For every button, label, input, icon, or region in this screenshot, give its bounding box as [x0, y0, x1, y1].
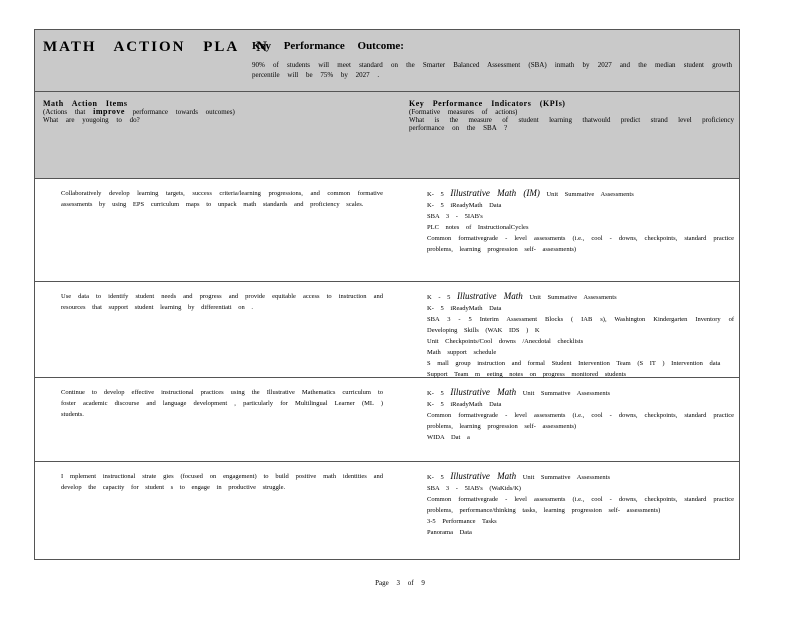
- kpi-text: SBA 3 - 5IAB's: [427, 213, 483, 220]
- kpi-item: [409, 399, 734, 410]
- kpi-text: K- 5 iReadyMath Data: [427, 401, 502, 408]
- action-items-question: What are yougoing to do?: [43, 116, 140, 124]
- action-item-text: I mplement instructional strate gies (focused on engagement) to build positive math identities and develop the capacity for student s to engage in productive struggle.: [61, 473, 383, 491]
- kpi-text: S mall group instruction and formal Student Intervention Team (S IT ) Intervention data: [427, 360, 721, 367]
- column-header-row: [35, 92, 739, 179]
- kpi-list: [409, 188, 734, 255]
- kpi-curriculum-name: Illustrative Math (IM): [450, 188, 540, 198]
- kpi-item: [409, 303, 734, 314]
- title-row: [35, 30, 739, 92]
- kpi-item: [409, 410, 734, 432]
- action-items-header: [43, 100, 383, 124]
- kpi-item: [409, 211, 734, 222]
- action-row: [35, 282, 739, 378]
- key-performance-outcome-text: 90% of students will meet standard on the Smarter Balanced Assessment (SBA) inmath by 2027 and the median student growth percentile will be 75% by 2027 .: [252, 61, 732, 79]
- action-item: [43, 387, 383, 420]
- kpi-text: Panorama Data: [427, 529, 472, 536]
- kpi-list: [409, 291, 734, 380]
- action-plan-table: [34, 29, 740, 560]
- action-item-text: Continue to develop effective instructional practices using the Illustrative Mathematics curriculum to foster academic discourse and language development , particularly for Multilingual Learner (ML ) students.: [61, 389, 383, 418]
- kpi-title: Key Performance Indicators (KPIs): [409, 99, 566, 108]
- kpi-text: SBA 3 - 5IAB's (WaKids/K): [427, 485, 521, 492]
- kpi-item: [409, 200, 734, 211]
- kpi-curriculum-name: Illustrative Math: [450, 471, 517, 481]
- action-row: [35, 179, 739, 282]
- kpi-text: K- 5 iReadyMath Data: [427, 305, 502, 312]
- kpi-text-suffix: Unit Summative Assessments: [529, 294, 617, 301]
- kpi-subtitle: (Formative measures of actions): [409, 108, 518, 116]
- action-item: [43, 471, 383, 493]
- kpi-text: Common formativegrade - level assessments (i.e., cool - downs, checkpoints, standard practice problems, learning progression self- assessments): [427, 412, 734, 430]
- kpi-curriculum-name: Illustrative Math: [456, 291, 523, 301]
- action-item: [43, 291, 383, 313]
- kpi-text-suffix: Unit Summative Assessments: [522, 390, 611, 397]
- kpi-text: Common formativegrade - level assessments (i.e., cool - downs, checkpoints, standard practice problems, learning progression self- assessments): [427, 235, 734, 253]
- action-row: [35, 378, 739, 462]
- action-items-sub-post: performance towards outcomes): [132, 108, 235, 116]
- action-item-text: Collaboratively develop learning targets, success criteria/learning progressions, and common formative assessments by using EPS curriculum maps to unpack math standards and proficiency scales.: [61, 190, 383, 208]
- kpi-text: K - 5: [427, 294, 451, 301]
- kpi-curriculum-name: Illustrative Math: [450, 387, 517, 397]
- kpi-list: [409, 471, 734, 538]
- kpi-item: [409, 483, 734, 494]
- kpi-text: Support Team m eeting notes on progress monitored students: [427, 371, 627, 378]
- action-item-text: Use data to identify student needs and progress and provide equitable access to instruction and resources that support student learning by differentiati on .: [61, 293, 383, 311]
- action-items-subtitle: [43, 108, 383, 116]
- kpi-text-suffix: Unit Summative Assessments: [522, 474, 611, 481]
- kpi-text: K- 5 iReadyMath Data: [427, 202, 502, 209]
- kpi-item: [409, 336, 734, 347]
- kpi-question: What is the measure of student learning thatwould predict strand level proficiency performance on the SBA ?: [409, 116, 734, 132]
- page-number: Page 3 of 9: [375, 579, 425, 587]
- kpi-text: K- 5: [427, 390, 444, 397]
- kpi-item: [409, 291, 734, 303]
- kpi-header: [409, 100, 734, 132]
- kpi-item: [409, 188, 734, 200]
- action-items-sub-bold: improve: [93, 107, 125, 116]
- kpi-item: [409, 494, 734, 516]
- kpi-item: [409, 222, 734, 233]
- kpi-item: [409, 314, 734, 336]
- kpi-item: [409, 527, 734, 538]
- page-title: MATH ACTION PLA N: [43, 39, 269, 55]
- kpi-text: WIDA Dat a: [427, 434, 470, 441]
- kpi-text: 3-5 Performance Tasks: [427, 518, 497, 525]
- action-items-title: Math Action Items: [43, 99, 128, 108]
- kpi-text-suffix: Unit Summative Assessments: [546, 191, 634, 198]
- kpi-text: Common formativegrade - level assessments (i.e., cool - downs, checkpoints, standard practice problems, performance/thinking tasks, learning progression self- assessments): [427, 496, 734, 514]
- key-performance-outcome-title: Key Performance Outcome:: [252, 40, 404, 52]
- kpi-item: [409, 516, 734, 527]
- kpi-list: [409, 387, 734, 443]
- kpi-item: [409, 471, 734, 483]
- kpi-text: K- 5: [427, 191, 444, 198]
- kpi-item: [409, 358, 734, 369]
- kpi-text: SBA 3 - 5 Interim Assessment Blocks ( IAB s), Washington Kindergarten Inventory of Developing Skills (WAK IDS ) K: [427, 316, 734, 334]
- kpi-text: K- 5: [427, 474, 444, 481]
- kpi-text: PLC notes of InstructionalCycles: [427, 224, 529, 231]
- action-item: [43, 188, 383, 210]
- kpi-text: Math support schedule: [427, 349, 497, 356]
- action-items-sub-pre: (Actions that: [43, 108, 86, 116]
- kpi-item: [409, 432, 734, 443]
- kpi-text: Unit Checkpoints/Cool downs /Anecdotal checklists: [427, 338, 584, 345]
- kpi-item: [409, 347, 734, 358]
- action-row: [35, 462, 739, 561]
- kpi-item: [409, 233, 734, 255]
- kpi-item: [409, 387, 734, 399]
